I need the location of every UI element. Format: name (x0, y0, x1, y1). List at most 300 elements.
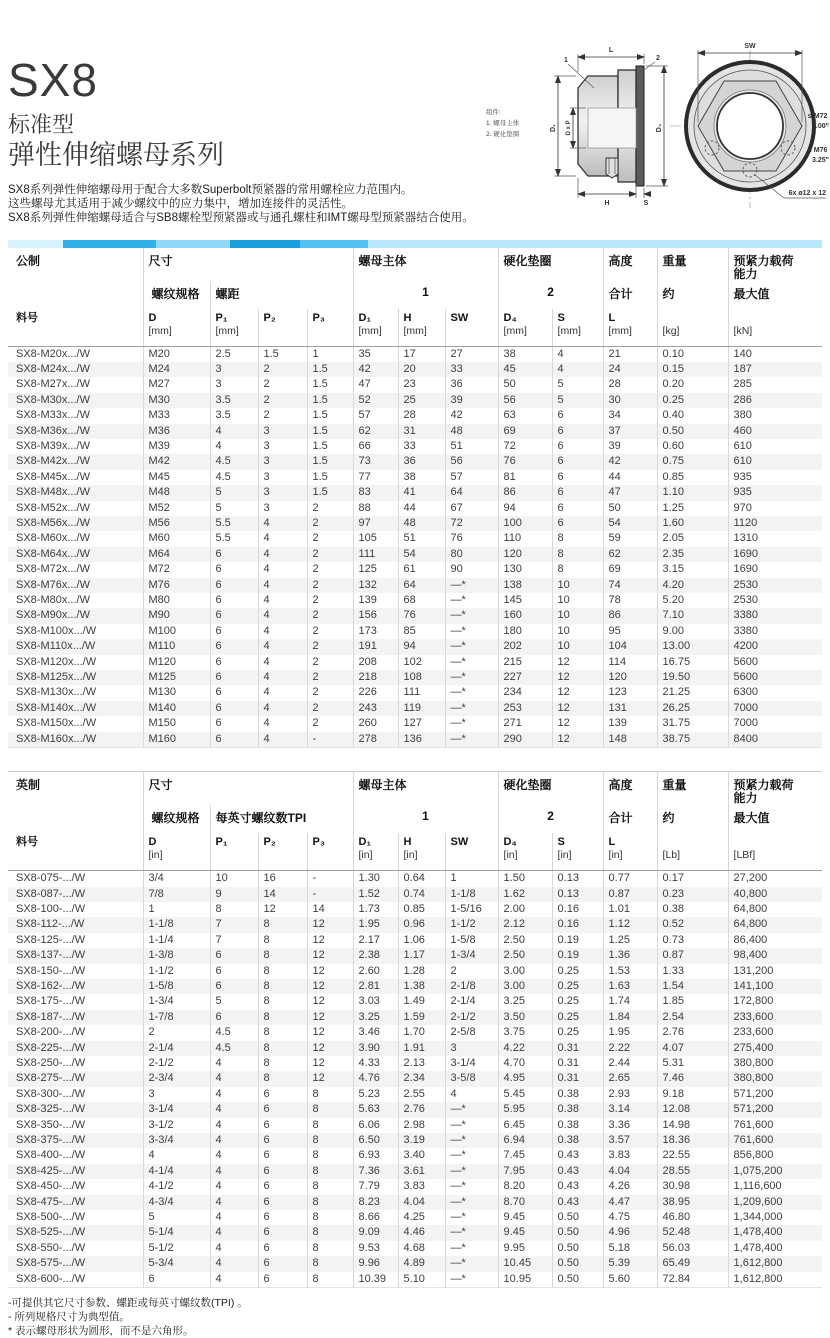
value-cell: 38.95 (657, 1195, 728, 1210)
value-cell: 6 (258, 1256, 307, 1271)
value-cell: 5.5 (210, 516, 258, 531)
column-header: P₁ (210, 833, 258, 871)
value-cell: 2 (307, 624, 353, 639)
value-cell: 12 (307, 933, 353, 948)
value-cell: —* (445, 1195, 498, 1210)
value-cell: 7.45 (498, 1148, 552, 1163)
sub-approx: 约 (657, 805, 728, 833)
value-cell: 8 (307, 1241, 353, 1256)
value-cell: —* (445, 1241, 498, 1256)
value-cell: 380 (728, 408, 822, 423)
table-row (8, 701, 822, 716)
value-cell: 131,200 (728, 964, 822, 979)
value-cell: 1-5/8 (445, 933, 498, 948)
value-cell: 6300 (728, 685, 822, 700)
value-cell: 7.36 (353, 1164, 398, 1179)
part-number-cell: SX8-M52x.../W (16, 501, 90, 514)
value-cell: 3.15 (657, 562, 728, 577)
value-cell: 8 (307, 1179, 353, 1194)
column-header: SW (445, 833, 498, 871)
table-row (8, 485, 822, 500)
value-cell: 2.13 (398, 1056, 445, 1071)
table-row (8, 593, 822, 608)
value-cell: 97 (353, 516, 398, 531)
table-row (8, 732, 822, 748)
value-cell: 4.76 (353, 1071, 398, 1086)
value-cell: 4 (210, 1225, 258, 1240)
value-cell: 1.50 (498, 871, 552, 887)
callout-2: 2 (656, 55, 660, 62)
table-row (8, 994, 822, 1009)
value-cell: 85 (398, 624, 445, 639)
table-row (8, 562, 822, 577)
value-cell: 66 (353, 439, 398, 454)
value-cell: 130 (498, 562, 552, 577)
group-header-row (8, 248, 822, 281)
table-row (8, 362, 822, 377)
value-cell: 69 (603, 562, 657, 577)
value-cell: 38 (498, 346, 552, 362)
value-cell: M30 (143, 393, 210, 408)
part-number-cell: SX8-M42x.../W (16, 455, 90, 468)
value-cell: 4.04 (398, 1195, 445, 1210)
value-cell: 17 (398, 346, 445, 362)
value-cell: 0.20 (657, 377, 728, 392)
value-cell: 47 (353, 377, 398, 392)
value-cell: 0.85 (398, 902, 445, 917)
value-cell: 65.49 (657, 1256, 728, 1271)
table-row (8, 439, 822, 454)
value-cell: 8 (552, 531, 603, 546)
part-number-cell: SX8-500-.../W (16, 1211, 86, 1224)
value-cell: 4.47 (603, 1195, 657, 1210)
table-row (8, 1133, 822, 1148)
value-cell: 156 (353, 608, 398, 623)
value-cell: 173 (353, 624, 398, 639)
part-number-cell: SX8-M36x.../W (16, 424, 90, 437)
value-cell: 4 (258, 655, 307, 670)
value-cell: 2.34 (398, 1071, 445, 1086)
value-cell: 12 (552, 655, 603, 670)
value-cell: 4.5 (210, 470, 258, 485)
value-cell: 4 (210, 1256, 258, 1271)
part-number-cell: SX8-M30x.../W (16, 393, 90, 406)
value-cell: 5 (143, 1210, 210, 1225)
value-cell: 10.95 (498, 1272, 552, 1288)
value-cell: 34 (603, 408, 657, 423)
table-row (8, 1056, 822, 1071)
value-cell: 56 (445, 454, 498, 469)
value-cell: 8.20 (498, 1179, 552, 1194)
value-cell: 2 (307, 578, 353, 593)
series-name: 弹性伸缩螺母系列 (8, 140, 224, 171)
value-cell: 0.40 (657, 408, 728, 423)
value-cell: 20 (398, 362, 445, 377)
value-cell: 95 (603, 624, 657, 639)
value-cell: 73 (353, 454, 398, 469)
value-cell: 7000 (728, 701, 822, 716)
value-cell: 54 (398, 547, 445, 562)
footnote-line: -可提供其它尺寸参数、螺距或每英寸螺纹数(TPI) 。 (8, 1297, 248, 1310)
value-cell: M125 (143, 670, 210, 685)
value-cell: 4 (258, 608, 307, 623)
sub-thread-spec: 螺纹规格 (143, 805, 210, 833)
value-cell: 1.60 (657, 516, 728, 531)
table-row (8, 1179, 822, 1194)
value-cell: 8 (258, 948, 307, 963)
part-number-cell: SX8-325-.../W (16, 1103, 86, 1116)
value-cell: 57 (353, 408, 398, 423)
value-cell: 233,600 (728, 1010, 822, 1025)
value-cell: 4.20 (657, 578, 728, 593)
value-cell: 1.59 (398, 1010, 445, 1025)
value-cell: 4-1/2 (143, 1179, 210, 1194)
value-cell: 6 (210, 716, 258, 731)
value-cell: 4.33 (353, 1056, 398, 1071)
value-cell: 2.50 (498, 948, 552, 963)
value-cell: 120 (603, 670, 657, 685)
value-cell: 40,800 (728, 887, 822, 902)
value-cell: M60 (143, 531, 210, 546)
value-cell: 2530 (728, 593, 822, 608)
value-cell: 1,612,800 (728, 1272, 822, 1288)
value-cell: 72.84 (657, 1272, 728, 1288)
value-cell: 25 (398, 393, 445, 408)
value-cell: 56 (498, 393, 552, 408)
table-row (8, 979, 822, 994)
table-row (8, 655, 822, 670)
group-height: 高度 (603, 248, 657, 281)
value-cell: 1-1/2 (445, 917, 498, 932)
column-header: H [in] (398, 833, 445, 871)
value-cell: 12 (307, 964, 353, 979)
column-header-row (8, 309, 822, 347)
value-cell: 6 (210, 948, 258, 963)
front-view (670, 43, 830, 208)
value-cell: 4 (258, 716, 307, 731)
value-cell: 28.55 (657, 1164, 728, 1179)
value-cell: 935 (728, 485, 822, 500)
sub-max: 最大值 (728, 805, 822, 833)
value-cell: —* (445, 608, 498, 623)
value-cell: 2.81 (353, 979, 398, 994)
table-row (8, 624, 822, 639)
value-cell: 6 (552, 454, 603, 469)
value-cell: 7 (210, 933, 258, 948)
dim-label-S: S (643, 200, 649, 207)
value-cell: 0.38 (552, 1133, 603, 1148)
value-cell: 0.60 (657, 439, 728, 454)
part-number-cell: SX8-M60x.../W (16, 532, 90, 545)
value-cell: 141,100 (728, 979, 822, 994)
value-cell: 1-5/8 (143, 979, 210, 994)
value-cell: 5.18 (603, 1241, 657, 1256)
part-number-cell: SX8-300-.../W (16, 1087, 86, 1100)
value-cell: 3.5 (210, 393, 258, 408)
value-cell: 10 (552, 624, 603, 639)
value-cell: 8 (258, 964, 307, 979)
value-cell: - (307, 871, 353, 887)
value-cell: 1.5 (307, 393, 353, 408)
value-cell: 44 (603, 470, 657, 485)
value-cell: 2.65 (603, 1071, 657, 1086)
dim-label-SW: SW (744, 43, 756, 50)
value-cell: 4200 (728, 639, 822, 654)
value-cell: 3-1/2 (143, 1118, 210, 1133)
column-header: D₄ [in] (498, 833, 552, 871)
value-cell: 2 (258, 408, 307, 423)
value-cell: 1.06 (398, 933, 445, 948)
value-cell: 7.46 (657, 1071, 728, 1086)
value-cell: 12 (552, 701, 603, 716)
value-cell: 42 (603, 454, 657, 469)
part-number-cell: SX8-600-.../W (16, 1272, 86, 1285)
table-row (8, 1025, 822, 1040)
value-cell: 12 (552, 732, 603, 748)
value-cell: 0.15 (657, 362, 728, 377)
part-number-cell: SX8-375-.../W (16, 1134, 86, 1146)
value-cell: 1.5 (307, 377, 353, 392)
value-cell: 1.95 (353, 917, 398, 932)
column-header: [kN] (728, 309, 822, 347)
value-cell: 13.00 (657, 639, 728, 654)
value-cell: 3.90 (353, 1041, 398, 1056)
value-cell: 260 (353, 716, 398, 731)
value-cell: 62 (603, 547, 657, 562)
sub-body-number: 1 (353, 281, 498, 309)
value-cell: 0.25 (552, 994, 603, 1009)
value-cell: 10 (552, 608, 603, 623)
value-cell: M100 (143, 624, 210, 639)
description-line: SX8系列弹性伸缩螺母用于配合大多数Superbolt预紧器的常用螺栓应力范围内。 (8, 183, 413, 196)
value-cell: 0.38 (552, 1118, 603, 1133)
sub-total: 合计 (603, 805, 657, 833)
accent-bar (8, 240, 822, 248)
value-cell: 4 (258, 547, 307, 562)
value-cell: 26.25 (657, 701, 728, 716)
value-cell: 0.25 (657, 393, 728, 408)
table-row (8, 1210, 822, 1225)
value-cell: 4.07 (657, 1041, 728, 1056)
value-cell: 3.19 (398, 1133, 445, 1148)
part-number-cell: SX8-225-.../W (16, 1041, 86, 1054)
value-cell: 10 (552, 578, 603, 593)
value-cell: 0.17 (657, 871, 728, 887)
value-cell: 5 (210, 485, 258, 500)
value-cell: 4 (258, 562, 307, 577)
value-cell: 0.38 (657, 902, 728, 917)
table-row (8, 670, 822, 685)
value-cell: 2 (307, 655, 353, 670)
value-cell: 0.85 (657, 470, 728, 485)
value-cell: 1,209,600 (728, 1195, 822, 1210)
value-cell: 1-1/8 (445, 887, 498, 902)
value-cell: 4 (210, 1087, 258, 1102)
part-number-cell: SX8-525-.../W (16, 1226, 86, 1239)
value-cell: 6 (258, 1148, 307, 1163)
product-type: 标准型 (8, 112, 75, 138)
value-cell: 6.50 (353, 1133, 398, 1148)
part-number-cell: SX8-M100x.../W (16, 624, 97, 637)
value-cell: 120 (498, 547, 552, 562)
value-cell: 8 (258, 1056, 307, 1071)
value-cell: 4 (143, 1148, 210, 1163)
value-cell: 6.94 (498, 1133, 552, 1148)
value-cell: 4 (210, 1148, 258, 1163)
value-cell: 9.95 (498, 1241, 552, 1256)
value-cell: 72 (445, 516, 498, 531)
value-cell: 3 (258, 439, 307, 454)
value-cell: 6 (552, 485, 603, 500)
value-cell: 2.22 (603, 1041, 657, 1056)
value-cell: 6 (210, 562, 258, 577)
value-cell: 8 (307, 1210, 353, 1225)
value-cell: 3 (258, 454, 307, 469)
value-cell: 8 (210, 902, 258, 917)
value-cell: 271 (498, 716, 552, 731)
size-note-large-thread: ≥ M76 (808, 147, 828, 154)
value-cell: 2 (143, 1025, 210, 1040)
value-cell: 1.52 (353, 887, 398, 902)
value-cell: 5.20 (657, 593, 728, 608)
group-header-row (8, 772, 822, 806)
value-cell: 22.55 (657, 1148, 728, 1163)
value-cell: 4 (552, 362, 603, 377)
value-cell: 3380 (728, 608, 822, 623)
column-header: H [mm] (398, 309, 445, 347)
value-cell: 77 (353, 470, 398, 485)
table-row (8, 608, 822, 623)
value-cell: 0.43 (552, 1179, 603, 1194)
value-cell: 8 (258, 933, 307, 948)
table-row (8, 685, 822, 700)
metric-table-body (8, 346, 822, 748)
side-section-view (550, 47, 668, 207)
value-cell: —* (445, 1225, 498, 1240)
footnote-line: - 所列规格尺寸为典型值。 (8, 1311, 130, 1324)
value-cell: 37 (603, 424, 657, 439)
value-cell: 3.25 (498, 994, 552, 1009)
value-cell: 76 (398, 608, 445, 623)
value-cell: 86,400 (728, 933, 822, 948)
value-cell: 610 (728, 439, 822, 454)
value-cell: 0.16 (552, 917, 603, 932)
value-cell: 3.83 (603, 1148, 657, 1163)
value-cell: 0.43 (552, 1148, 603, 1163)
value-cell: 139 (353, 593, 398, 608)
value-cell: M64 (143, 547, 210, 562)
part-number-cell: SX8-112-.../W (16, 918, 85, 931)
value-cell: 3-1/4 (445, 1056, 498, 1071)
size-note-small-inch: 3.00" (812, 123, 829, 130)
value-cell: M110 (143, 639, 210, 654)
value-cell: 4.70 (498, 1056, 552, 1071)
sub-pitch: 螺距 (210, 281, 353, 309)
value-cell: —* (445, 670, 498, 685)
value-cell: 52.48 (657, 1225, 728, 1240)
value-cell: 0.38 (552, 1102, 603, 1117)
value-cell: 33 (445, 362, 498, 377)
value-cell: 4 (210, 1056, 258, 1071)
value-cell: 3 (258, 424, 307, 439)
description-line: 这些螺母尤其适用于减少螺纹中的应力集中，增加连接件的灵活性。 (8, 197, 353, 210)
value-cell: 9.53 (353, 1241, 398, 1256)
part-number-cell: SX8-150-.../W (16, 964, 86, 977)
column-header: P₂ (258, 309, 307, 347)
value-cell: 180 (498, 624, 552, 639)
value-cell: 94 (398, 639, 445, 654)
value-cell: 1.5 (258, 346, 307, 362)
value-cell: 3.46 (353, 1025, 398, 1040)
value-cell: 0.31 (552, 1056, 603, 1071)
value-cell: 10.45 (498, 1256, 552, 1271)
table-row (8, 1241, 822, 1256)
value-cell: 41 (398, 485, 445, 500)
value-cell: 72 (498, 439, 552, 454)
value-cell: —* (445, 1272, 498, 1288)
value-cell: 4 (210, 1118, 258, 1133)
value-cell: 380,800 (728, 1056, 822, 1071)
table-row (8, 1102, 822, 1117)
value-cell: 44 (398, 501, 445, 516)
value-cell: 30 (603, 393, 657, 408)
table-row (8, 1164, 822, 1179)
group-size: 尺寸 (143, 248, 353, 281)
value-cell: 234 (498, 685, 552, 700)
value-cell: 90 (445, 562, 498, 577)
value-cell: 3.36 (603, 1118, 657, 1133)
value-cell: M27 (143, 377, 210, 392)
value-cell: 8 (258, 1041, 307, 1056)
value-cell: M90 (143, 608, 210, 623)
value-cell: 6 (258, 1102, 307, 1117)
column-header: L [mm] (603, 309, 657, 347)
value-cell: 42 (445, 408, 498, 423)
value-cell: 6.45 (498, 1118, 552, 1133)
value-cell: 69 (498, 424, 552, 439)
value-cell: 3-5/8 (445, 1071, 498, 1086)
value-cell: 50 (498, 377, 552, 392)
value-cell: 2.50 (498, 933, 552, 948)
value-cell: 4.22 (498, 1041, 552, 1056)
column-header: L [in] (603, 833, 657, 871)
value-cell: 856,800 (728, 1148, 822, 1163)
value-cell: 8 (552, 547, 603, 562)
value-cell: 0.25 (552, 1025, 603, 1040)
value-cell: 4 (258, 516, 307, 531)
value-cell: —* (445, 655, 498, 670)
value-cell: 48 (398, 516, 445, 531)
value-cell: 5600 (728, 655, 822, 670)
value-cell: 3 (258, 501, 307, 516)
value-cell: 1690 (728, 562, 822, 577)
value-cell: 3.25 (353, 1010, 398, 1025)
value-cell: 5-3/4 (143, 1256, 210, 1271)
group-nut-body: 螺母主体 (353, 248, 498, 281)
table-row (8, 424, 822, 439)
value-cell: 290 (498, 732, 552, 748)
value-cell: 12 (307, 917, 353, 932)
value-cell: 6 (210, 1010, 258, 1025)
value-cell: 2.93 (603, 1087, 657, 1102)
sub-max: 最大值 (728, 281, 822, 309)
value-cell: 9.00 (657, 624, 728, 639)
table-row (8, 964, 822, 979)
value-cell: 1-1/8 (143, 917, 210, 932)
value-cell: 18.36 (657, 1133, 728, 1148)
value-cell: 119 (398, 701, 445, 716)
nut-drawing-svg (478, 30, 830, 218)
